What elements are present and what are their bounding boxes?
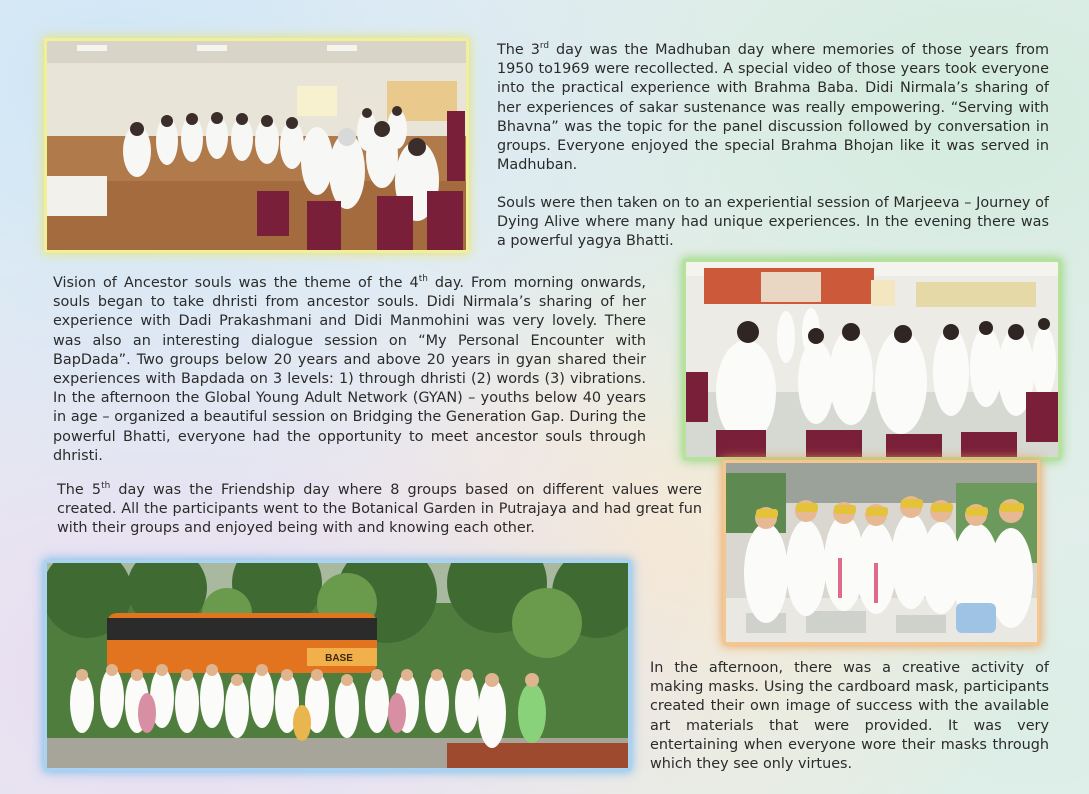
- photo-botanical-garden-group: [47, 563, 628, 768]
- paragraph-day3: The 3rd day was the Madhuban day where memories of those years from 1950 to1969 were recollected. A special video of those years took everyone into the practical experience with Brahma Baba. Didi Nirmala’s sharing of her experiences of sakar sustenance was really empowering. “Serving with Bhavna” was the topic for the panel discussion followed by conversation in groups. Everyone enjoyed the special Brahma Bhojan like it was served in Madhuban.: [497, 41, 1049, 174]
- paragraph-masks: In the afternoon, there was a creative activity of making masks. Using the cardboard mask, participants created their own image of success with the available art materials that were provided. It was very entertaining when everyone wore their masks through which they see only virtues.: [650, 660, 1049, 773]
- paragraph-day5: The 5th day was the Friendship day where 8 groups based on different values were created. All the participants went to the Botanical Garden in Putrajaya and had great fun with their groups and enjoyed being with and knowing each other.: [57, 481, 703, 537]
- photo-masks: [726, 463, 1037, 642]
- photo-seated-hall: [47, 41, 466, 250]
- paragraph-marjeeva: Souls were then taken on to an experiential session of Marjeeva – Journey of Dying Alive where many had unique experiences. In the evening there was a powerful yagya Bhatti.: [497, 195, 1049, 250]
- photo-standing-group: [686, 262, 1058, 457]
- bus-sign: BASE: [325, 653, 353, 664]
- paragraph-day4: Vision of Ancestor souls was the theme of the 4th day. From morning onwards, souls began to take dhristi from ancestor souls. Didi Nirmala’s sharing of her experience with Dadi Prakashmani and Didi Manmohini was very lovely. There was also an interesting dialogue session on “My Personal Encounter with BapDada”. Two groups below 20 years and above 20 years in gyan shared their experiences with Bapdada on 3 levels: 1) through dhristi (2) words (3) vibrations. In the afternoon the Global Young Adult Network (GYAN) – youths below 40 years in age – organized a beautiful session on Bridging the Generation Gap. During the powerful Bhatti, everyone had the opportunity to meet ancestor souls through dhristi.: [53, 274, 646, 464]
